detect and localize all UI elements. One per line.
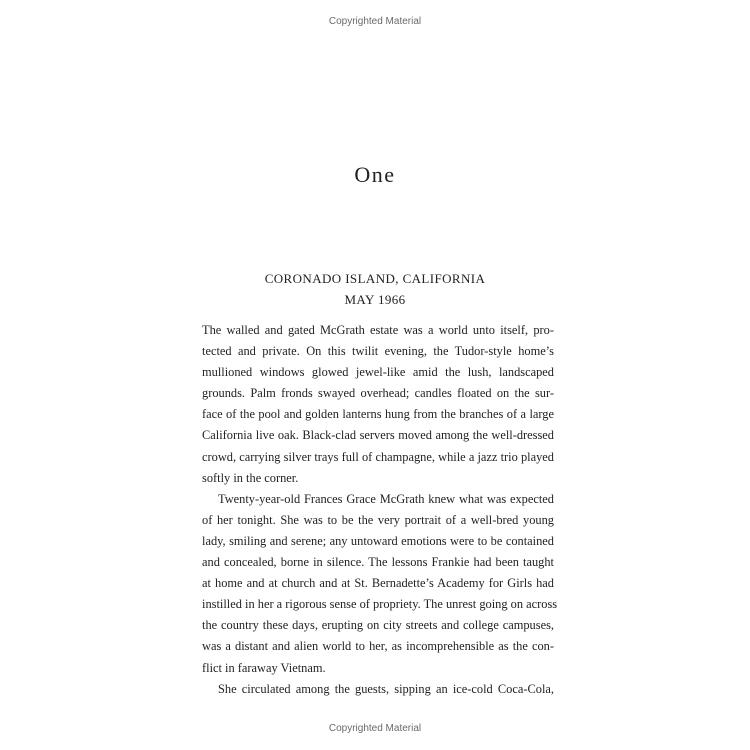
text-line: flict in faraway Vietnam.: [202, 660, 326, 675]
text-line: She circulated among the guests, sipping an ice-cold Coca-Cola,: [218, 681, 554, 696]
text-line: instilled in her a rigorous sense of propriety. The unrest going on across: [202, 597, 558, 612]
text-line: of her tonight. She was to be the very portrait of a well-bred young: [202, 512, 554, 527]
text-line: was a distant and alien world to her, as incomprehensible as the con-: [202, 639, 554, 654]
text-line: and concealed, borne in silence. The lessons Frankie had been taught: [202, 555, 554, 570]
text-line: softly in the corner.: [202, 470, 299, 485]
body-text: [202, 320, 558, 700]
text-line: California live oak. Black-clad servers moved among the well-dressed: [202, 428, 554, 443]
text-line: at home and at church and at St. Bernadette’s Academy for Girls had: [202, 576, 554, 591]
copyright-watermark-top: Copyrighted Material: [328, 16, 422, 27]
chapter-heading: [0, 268, 750, 310]
chapter-title: One: [354, 162, 396, 187]
text-line: lady, smiling and serene; any untoward emotions were to be contained: [202, 533, 554, 548]
location-date: MAY 1966: [344, 292, 406, 307]
copyright-watermark-bottom: Copyrighted Material: [328, 723, 422, 734]
text-line: face of the pool and golden lanterns hung from the branches of a large: [202, 407, 554, 422]
text-line: Twenty-year-old Frances Grace McGrath knew what was expected: [218, 491, 554, 506]
text-line: The walled and gated McGrath estate was a world unto itself, pro-: [202, 323, 554, 337]
text-line: crowd, carrying silver trays full of champagne, while a jazz trio played: [202, 449, 554, 464]
text-line: tected and private. On this twilit evening, the Tudor-style home’s: [202, 344, 554, 359]
text-line: grounds. Palm fronds swayed overhead; candles floated on the sur-: [202, 386, 554, 401]
location-place: CORONADO ISLAND, CALIFORNIA: [264, 271, 486, 286]
text-line: the country these days, erupting on city streets and college campuses,: [202, 618, 554, 633]
text-line: mullioned windows glowed jewel-like amid the lush, landscaped: [202, 365, 554, 380]
